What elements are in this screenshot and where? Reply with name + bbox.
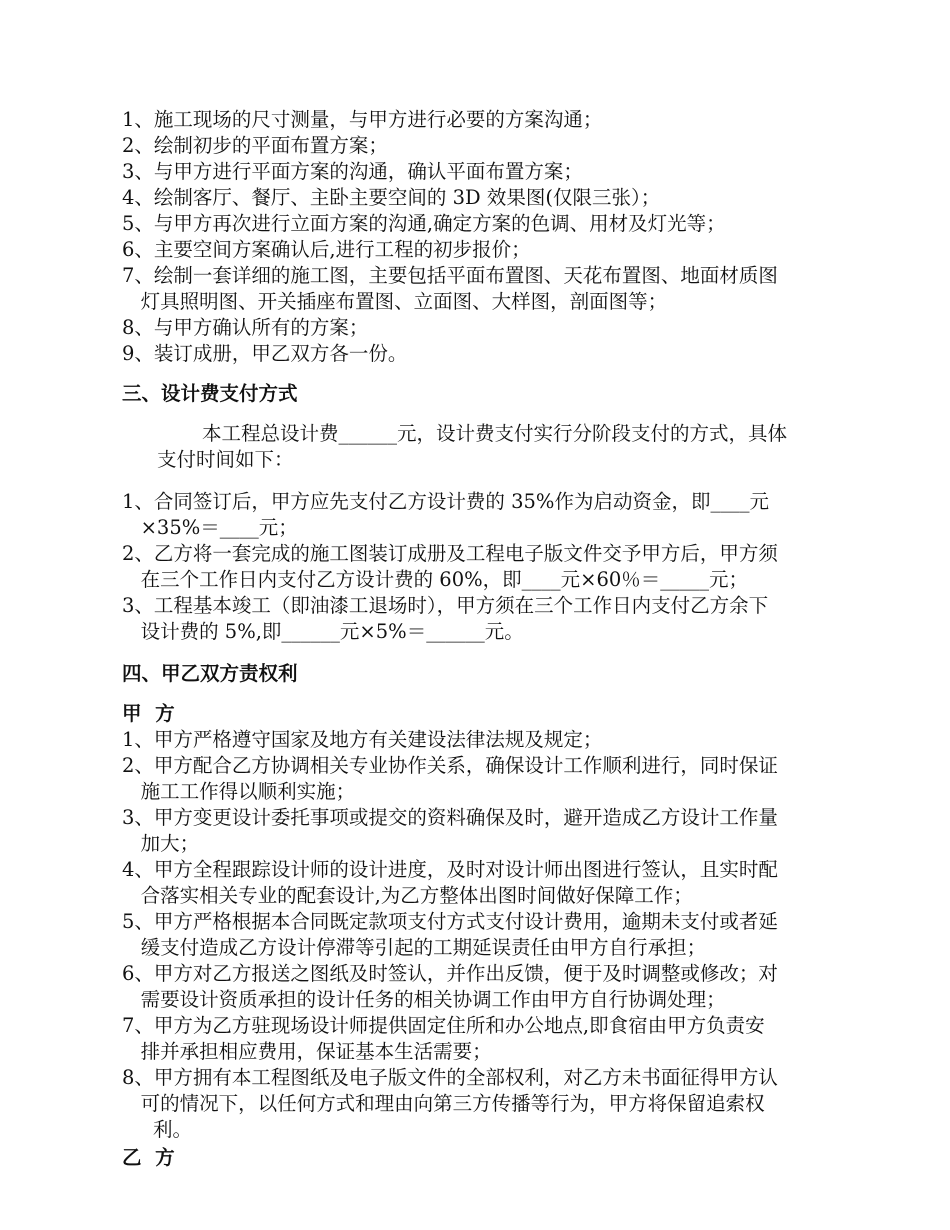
party-a-item-line: 施工工作得以顺利实施； — [122, 780, 356, 803]
paragraph-line: 本工程总设计费______元，设计费支付实行分阶段支付的方式，具体 — [202, 422, 788, 445]
step-line: 1、施工现场的尺寸测量，与甲方进行必要的方案沟通； — [122, 108, 603, 131]
party-a-item-line: 5、甲方严格根据本合同既定款项支付方式支付设计费用，逾期未支付或者延 — [122, 910, 778, 933]
party-a-item-line: 3、甲方变更设计委托事项或提交的资料确保及时，避开造成乙方设计工作量 — [122, 806, 778, 829]
step-line: 8、与甲方确认所有的方案； — [122, 316, 369, 339]
party-a-item-line: 需要设计资质承担的设计任务的相关协调工作由甲方自行协调处理； — [122, 988, 726, 1011]
party-a-item-line: 7、甲方为乙方驻现场设计师提供固定住所和办公地点,即食宿由甲方负责安 — [122, 1014, 765, 1037]
party-a-item-line: 可的情况下，以任何方式和理由向第三方传播等行为，甲方将保留追索权 — [122, 1092, 765, 1115]
payment-item-line: ×35%＝____元； — [122, 516, 298, 539]
step-line: 灯具照明图、开关插座布置图、立面图、大样图，剖面图等； — [122, 290, 668, 313]
payment-item-line: 3、工程基本竣工（即油漆工退场时），甲方须在三个工作日内支付乙方余下 — [122, 594, 769, 617]
party-a-item-line: 加大； — [122, 832, 200, 855]
payment-item-line: 设计费的 5%,即______元×5%＝______元。 — [122, 620, 524, 643]
party-a-item-line: 合落实相关专业的配套设计,为乙方整体出图时间做好保障工作； — [122, 884, 693, 907]
step-line: 2、绘制初步的平面布置方案； — [122, 134, 388, 157]
step-line: 5、与甲方再次进行立面方案的沟通,确定方案的色调、用材及灯光等； — [122, 212, 726, 235]
step-line: 9、装订成册，甲乙双方各一份。 — [122, 342, 408, 365]
payment-item-line: 1、合同签订后，甲方应先支付乙方设计费的 35%作为启动资金，即____元 — [122, 490, 769, 513]
party-a-item-line: 4、甲方全程跟踪设计师的设计进度，及时对设计师出图进行签认，且实时配 — [122, 858, 778, 881]
step-line: 4、绘制客厅、餐厅、主卧主要空间的 3D 效果图(仅限三张）； — [122, 186, 661, 209]
party-a-item-line: 排并承担相应费用，保证基本生活需要； — [122, 1040, 492, 1063]
party-a-label: 甲 方 — [122, 702, 175, 725]
party-b-label: 乙 方 — [122, 1146, 175, 1169]
section-heading: 四、甲乙双方责权利 — [122, 662, 298, 685]
step-line: 3、与甲方进行平面方案的沟通，确认平面布置方案； — [122, 160, 583, 183]
step-line: 6、主要空间方案确认后,进行工程的初步报价； — [122, 238, 531, 261]
party-a-item-line: 6、甲方对乙方报送之图纸及时签认，并作出反馈，便于及时调整或修改；对 — [122, 962, 778, 985]
payment-item-line: 2、乙方将一套完成的施工图装订成册及工程电子版文件交予甲方后，甲方须 — [122, 542, 778, 565]
party-a-item-line: 1、甲方严格遵守国家及地方有关建设法律法规及规定； — [122, 728, 603, 751]
party-a-item-line: 利。 — [122, 1118, 192, 1141]
step-line: 7、绘制一套详细的施工图，主要包括平面布置图、天花布置图、地面材质图 — [122, 264, 778, 287]
party-a-item-line: 8、甲方拥有本工程图纸及电子版文件的全部权利，对乙方未书面征得甲方认 — [122, 1066, 778, 1089]
payment-item-line: 在三个工作日内支付乙方设计费的 60%，即____元×60％＝_____元； — [122, 568, 749, 591]
section-heading: 三、设计费支付方式 — [122, 382, 298, 405]
paragraph-line: 支付时间如下： — [157, 448, 294, 471]
party-a-item-line: 缓支付造成乙方设计停滞等引起的工期延误责任由甲方自行承担； — [122, 936, 707, 959]
party-a-item-line: 2、甲方配合乙方协调相关专业协作关系，确保设计工作顺利进行，同时保证 — [122, 754, 778, 777]
